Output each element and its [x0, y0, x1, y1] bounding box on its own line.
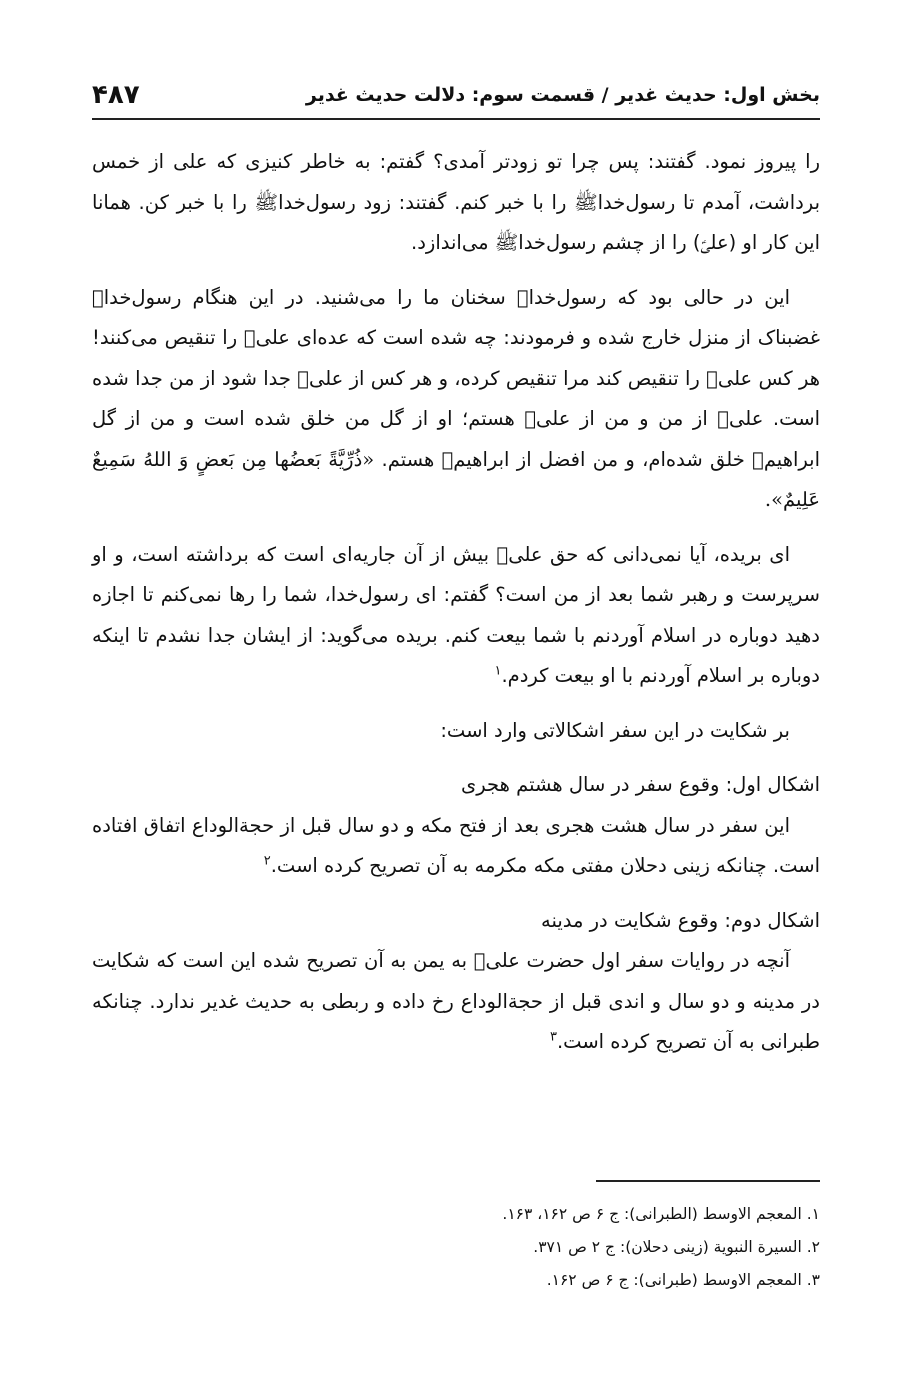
- section-heading-2: اشکال دوم: وقوع شکایت در مدینه: [541, 908, 820, 932]
- paragraph-1: را پیروز نمود. گفتند: پس چرا تو زودتر آمدی؟ گفتم: به خاطر کنیزی که علی از خمس برداشت، آمدم تا رسول‌خداﷺ را با خبر کنم. گفتند: زود رسول‌خداﷺ را با خبر کن. همانا این کار او (علیؑ) را از چشم رسول‌خداﷺ می‌اندازد.: [92, 150, 820, 254]
- paragraph-3: [92, 535, 820, 697]
- paragraph-3-text: ای بریده، آیا نمی‌دانی که حق علیؑ بیش از آن جاریه‌ای است که برداشته است، و او سرپرست و رهبر شما بعد از من است؟ گفتم: ای رسول‌خدا، شما را رها نمی‌کنم تا اجازه دهید دوباره در اسلام آوردنم با شما بیعت کنم. بریده می‌گوید: از ایشان جدا نشدم تا اینکه دوباره بر اسلام آوردنم با او بیعت کردم.: [92, 542, 820, 687]
- paragraph-4: بر شکایت در این سفر اشکالاتی وارد است:: [440, 718, 790, 742]
- paragraph-2-text: این در حالی بود که رسول‌خداﷺ سخنان ما را می‌شنید. در این هنگام رسول‌خداﷺ غضبناک از منزل خارج شده و فرمودند: چه شده است که عده‌ای علیؑ را تنقیص می‌کنند! هر کس علیؑ را تنقیص کند مرا تنقیص کرده، و هر کس از علیؑ جدا شود از من جدا شده است. علیؑ از من و من از علیؑ هستم؛ او از گل من خلق شده است و من از گل ابراهیمؑ خلق شده‌ام، و من افضل از ابراهیمؑ هستم.: [92, 285, 820, 471]
- footnote-1: ۱. المعجم الاوسط (الطبرانی): ج ۶ ص ۱۶۲، ۱۶۳.: [502, 1205, 820, 1223]
- paragraph-6: [92, 941, 820, 1063]
- running-title: بخش اول: حدیث غدیر / قسمت سوم: دلالت حدیث غدیر: [305, 84, 820, 106]
- page-number: ۴۸۷: [92, 80, 140, 110]
- footnote-2: ۲. السیرة النبویة (زینی دحلان): ج ۲ ص ۳۷۱.: [533, 1238, 820, 1256]
- page-header: [92, 72, 820, 120]
- paragraph-5: [92, 806, 820, 887]
- main-text: [92, 142, 820, 1063]
- footnotes: [92, 1198, 820, 1297]
- footnote-ref-1[interactable]: ۱: [494, 663, 502, 679]
- paragraph-6-text: آنچه در روایات سفر اول حضرت علیؑ به یمن به آن تصریح شده این است که شکایت در مدینه و دو سال و اندی قبل از حجة‌الوداع رخ داده و ربطی به حدیث غدیر ندارد. چنانکه طبرانی به آن تصریح کرده است.: [92, 949, 820, 1053]
- paragraph-2: [92, 278, 820, 521]
- footnote-divider: [596, 1180, 820, 1182]
- footnote-3: ۳. المعجم الاوسط (طبرانی): ج ۶ ص ۱۶۲.: [546, 1271, 820, 1289]
- quran-verse: «ذُرِّيَّةً بَعضُها مِن بَعضٍ وَ اللهُ سَمِيعٌ عَلِيمٌ».: [92, 447, 820, 511]
- footnote-ref-2[interactable]: ۲: [263, 853, 271, 869]
- section-heading-1: اشکال اول: وقوع سفر در سال هشتم هجری: [461, 773, 820, 796]
- paragraph-5-text: این سفر در سال هشت هجری بعد از فتح مکه و دو سال قبل از حجة‌الوداع اتفاق افتاده است. چنانکه زینی دحلان مفتی مکه مکرمه به آن تصریح کرده است.: [92, 813, 820, 877]
- footnote-ref-3[interactable]: ۳: [549, 1029, 557, 1045]
